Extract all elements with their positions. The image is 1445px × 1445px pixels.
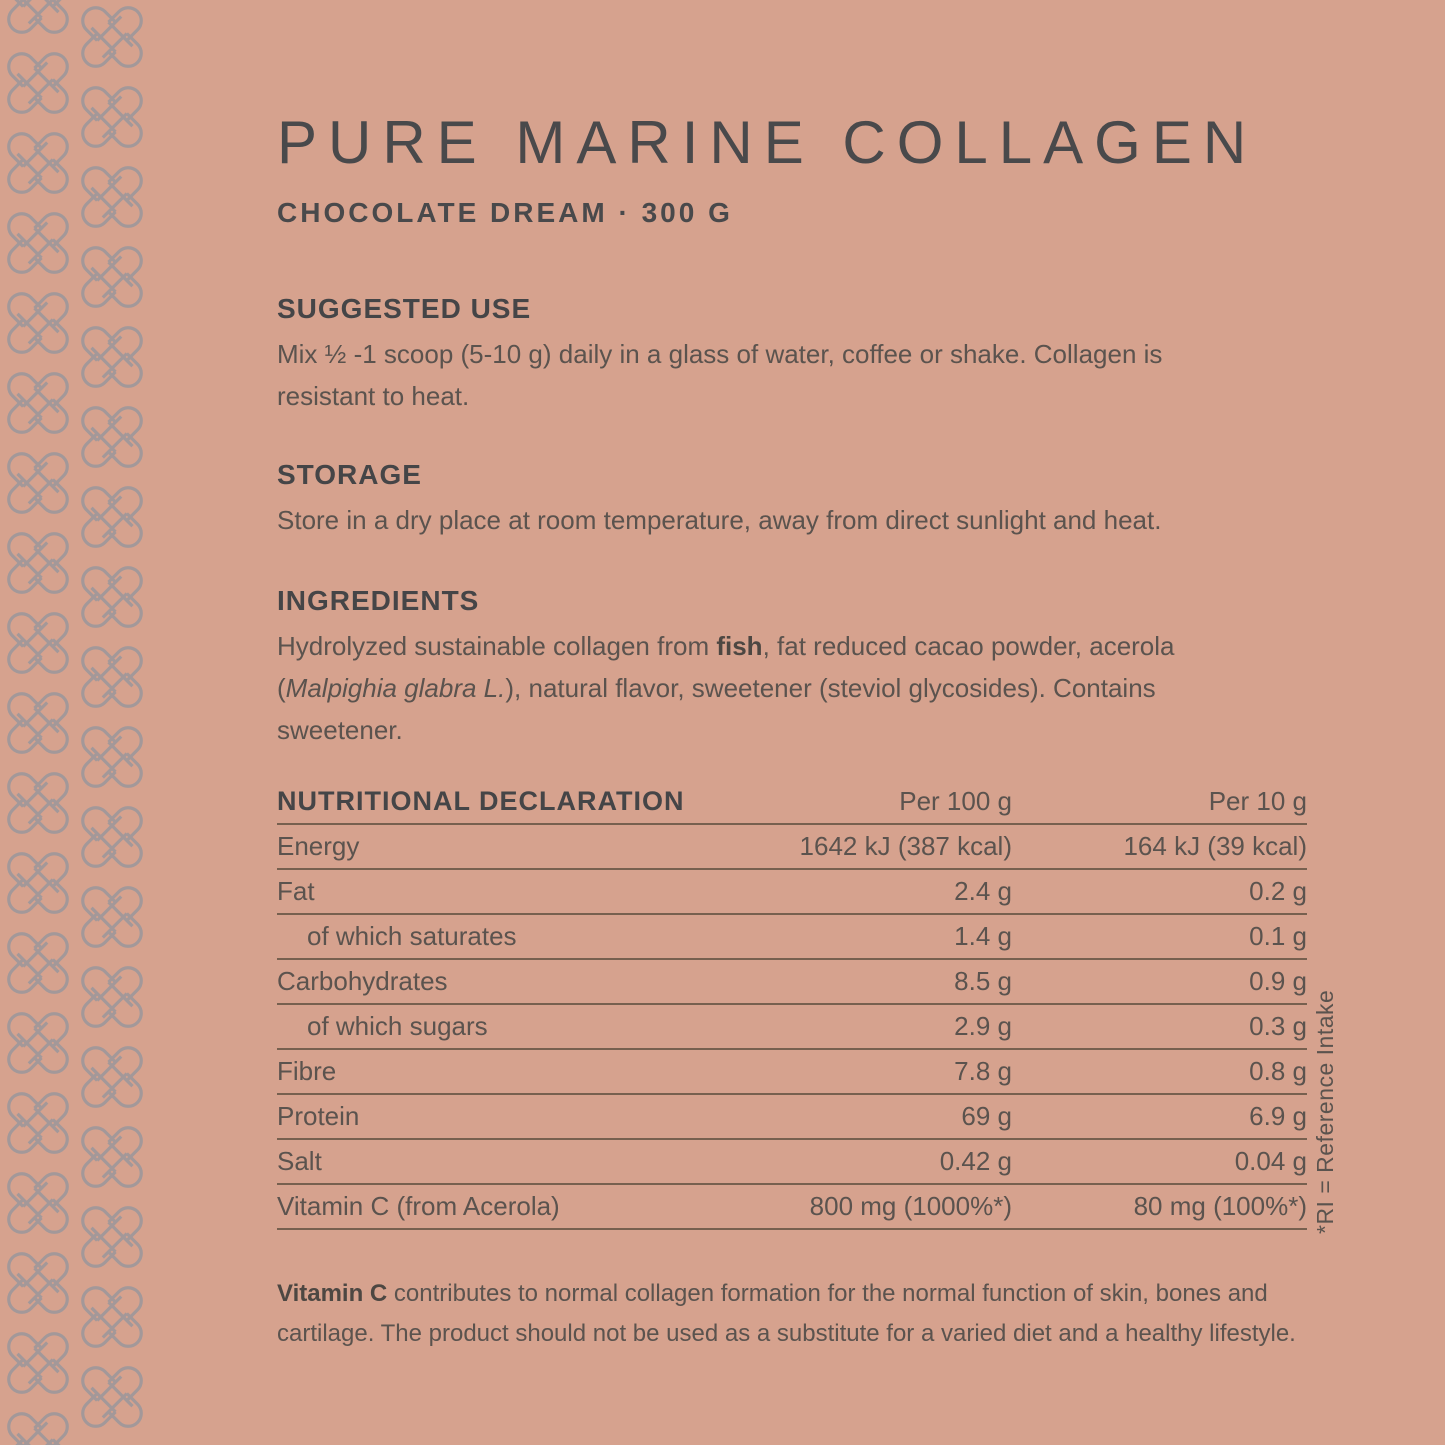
clover-motif	[0, 272, 89, 374]
per-10g-value: 0.2 g	[1249, 876, 1307, 906]
ingredients-text-line: Hydrolyzed sustainable collagen from fish, fat reduced cacao powder, acerola	[277, 631, 1175, 661]
per-10g-value: 0.3 g	[1249, 1011, 1307, 1041]
clover-motif	[0, 1198, 15, 1300]
per-100g-value: 2.9 g	[954, 1011, 1012, 1041]
clover-motif	[61, 1426, 163, 1445]
per-100g-value: 0.42 g	[939, 1146, 1012, 1176]
clover-motif	[0, 798, 15, 900]
clover-motif	[0, 398, 15, 500]
nutrition-table-row	[277, 1140, 1307, 1185]
nutrition-table-row	[277, 1050, 1307, 1095]
per-100g-value: 800 mg (1000%*)	[809, 1191, 1012, 1221]
clover-motif	[61, 946, 163, 1048]
storage-heading: STORAGE	[277, 459, 422, 490]
section-suggested-use	[277, 293, 1307, 417]
nutrition-table-row	[277, 960, 1307, 1005]
product-subtitle: CHOCOLATE DREAM · 300 G	[277, 197, 733, 228]
section-storage	[277, 459, 1307, 541]
clover-motif	[61, 1266, 163, 1368]
nutrient-name: Protein	[277, 1101, 360, 1131]
clover-motif	[0, 832, 89, 934]
clover-motif	[61, 626, 163, 728]
clover-motif	[0, 1118, 15, 1220]
clover-motif	[0, 318, 15, 420]
clover-motif	[0, 878, 15, 980]
clover-motif	[61, 866, 163, 968]
suggested-use-text-line: resistant to heat.	[277, 381, 470, 411]
nutrient-name: of which saturates	[307, 921, 517, 951]
reference-intake-footnote: *RI = Reference Intake	[1312, 989, 1338, 1234]
per-10g-value: 0.8 g	[1249, 1056, 1307, 1086]
clover-motif	[61, 386, 163, 488]
footer-claim	[277, 1274, 1307, 1354]
clover-motif	[61, 66, 163, 168]
per-100g-value: 2.4 g	[954, 876, 1012, 906]
per-10g-value: 0.04 g	[1234, 1146, 1307, 1176]
per-10g-value: 80 mg (100%*)	[1133, 1191, 1307, 1221]
footer-claim-line: cartilage. The product should not be used as a substitute for a varied diet and a healthy lifestyle.	[277, 1320, 1296, 1347]
clover-motif	[0, 1438, 15, 1445]
clover-motif	[0, 1232, 89, 1334]
clover-motif	[61, 0, 163, 88]
per-10g-value: 164 kJ (39 kcal)	[1123, 831, 1307, 861]
nutrient-name: Fibre	[277, 1056, 337, 1086]
section-ingredients	[277, 585, 1307, 751]
ingredients-text-line: sweetener.	[277, 715, 403, 745]
clover-motif	[0, 432, 89, 534]
nutrient-name: Salt	[277, 1146, 322, 1176]
nutrition-table-row	[277, 1185, 1307, 1230]
clover-motif	[0, 672, 89, 774]
vitamin-c-emphasis: Vitamin C	[277, 1280, 388, 1307]
clover-motif	[0, 158, 15, 260]
nutrition-table-body	[277, 825, 1307, 1230]
allergen-fish: fish	[716, 631, 763, 661]
clover-motif	[0, 1392, 89, 1445]
nutrition-table-row	[277, 1005, 1307, 1050]
per-100g-value: 1.4 g	[954, 921, 1012, 951]
clover-motif	[0, 238, 15, 340]
clover-motif	[0, 1072, 89, 1174]
clover-motif	[0, 638, 15, 740]
nutrition-table-row	[277, 1095, 1307, 1140]
suggested-use-text-line: Mix ½ -1 scoop (5-10 g) daily in a glass of water, coffee or shake. Collagen is	[277, 339, 1163, 369]
clover-motif	[0, 32, 89, 134]
product-title: PURE MARINE COLLAGEN	[277, 109, 1258, 176]
nutrition-table-row	[277, 825, 1307, 870]
nutrient-name: Fat	[277, 876, 315, 906]
clover-motif	[0, 912, 89, 1014]
clover-motif	[0, 1038, 15, 1140]
clover-motif	[0, 1152, 89, 1254]
suggested-use-heading: SUGGESTED USE	[277, 293, 532, 324]
clover-motif	[0, 352, 89, 454]
ingredients-heading: INGREDIENTS	[277, 585, 480, 616]
nutrient-name: Energy	[277, 831, 360, 861]
clover-motif	[0, 992, 89, 1094]
label-header	[277, 108, 1307, 229]
per-100g-value: 1642 kJ (387 kcal)	[799, 831, 1012, 861]
footer-claim-line: Vitamin C contributes to normal collagen formation for the normal function of skin, bones and	[277, 1280, 1268, 1307]
clover-motif	[0, 1278, 15, 1380]
clover-motif	[0, 958, 15, 1060]
clover-motif	[61, 1106, 163, 1208]
per-10g-column-header: Per 10 g	[1208, 786, 1307, 816]
clover-motif	[61, 1026, 163, 1128]
clover-motif	[61, 146, 163, 248]
latin-species-name: Malpighia glabra L.	[285, 673, 506, 703]
clover-motif	[0, 78, 15, 180]
clover-motif	[61, 306, 163, 408]
per-10g-value: 0.9 g	[1249, 966, 1307, 996]
clover-motif	[0, 512, 89, 614]
clover-motif	[0, 752, 89, 854]
nutrition-table-title: NUTRITIONAL DECLARATION	[277, 786, 685, 816]
clover-motif	[0, 558, 15, 660]
per-100g-column-header: Per 100 g	[899, 786, 1012, 816]
nutrient-name: Carbohydrates	[277, 966, 448, 996]
nutrient-name: of which sugars	[307, 1011, 488, 1041]
ingredients-text-line: (Malpighia glabra L.), natural flavor, sweetener (steviol glycosides). Contains	[277, 673, 1156, 703]
clover-motif	[0, 1312, 89, 1414]
nutrition-table-header-row	[277, 780, 1307, 825]
clover-motif	[0, 478, 15, 580]
clover-pattern	[0, 0, 200, 1445]
clover-motif	[0, 592, 89, 694]
per-10g-value: 6.9 g	[1249, 1101, 1307, 1131]
clover-motif	[0, 718, 15, 820]
per-100g-value: 8.5 g	[954, 966, 1012, 996]
clover-motif	[61, 786, 163, 888]
clover-motif	[0, 0, 89, 54]
nutrient-name: Vitamin C (from Acerola)	[277, 1191, 560, 1221]
per-100g-value: 69 g	[961, 1101, 1012, 1131]
nutrition-table	[277, 780, 1307, 1230]
storage-text-line: Store in a dry place at room temperature, away from direct sunlight and heat.	[277, 505, 1162, 535]
per-10g-value: 0.1 g	[1249, 921, 1307, 951]
clover-motif	[0, 0, 15, 100]
clover-motif	[61, 1346, 163, 1445]
clover-motif	[0, 112, 89, 214]
clover-motif	[0, 192, 89, 294]
clover-motif	[61, 226, 163, 328]
per-100g-value: 7.8 g	[954, 1056, 1012, 1086]
clover-motif	[61, 1186, 163, 1288]
clover-motif	[61, 706, 163, 808]
clover-motif	[61, 546, 163, 648]
clover-motif	[61, 466, 163, 568]
nutrition-table-row	[277, 915, 1307, 960]
nutrition-table-row	[277, 870, 1307, 915]
